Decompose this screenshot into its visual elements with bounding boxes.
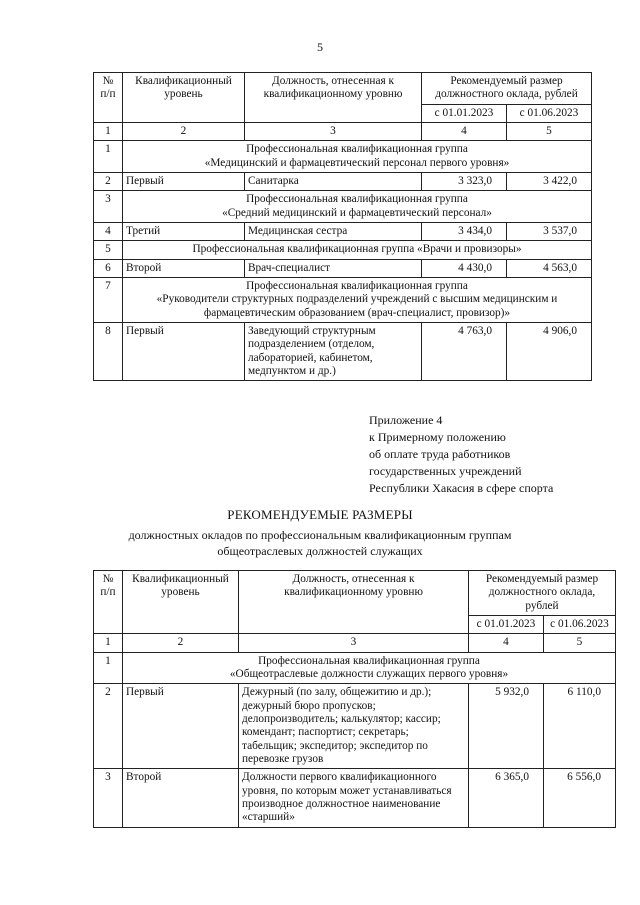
col-number: 4 <box>422 122 507 140</box>
header-position: Должность, отнесенная к квалификационному уровню <box>245 73 422 123</box>
row-num: 7 <box>94 277 123 322</box>
row-salary-1: 3 323,0 <box>422 172 507 190</box>
row-num: 2 <box>94 684 123 769</box>
header-date-1: с 01.01.2023 <box>422 104 507 122</box>
col-number: 2 <box>123 122 245 140</box>
subtitle-line: общеотраслевых должностей служащих <box>217 544 423 558</box>
header-date-2: с 01.06.2023 <box>544 615 616 633</box>
col-number: 3 <box>239 634 469 652</box>
group-title-line: «Медицинский и фармацевтический персонал первого уровня» <box>204 156 510 169</box>
header-date-1: с 01.01.2023 <box>469 615 544 633</box>
header-date-2: с 01.06.2023 <box>507 104 592 122</box>
col-number: 3 <box>245 122 422 140</box>
row-level: Первый <box>123 684 239 769</box>
subtitle-line: должностных окладов по профессиональным квалификационным группам <box>128 528 512 542</box>
row-num: 1 <box>94 652 123 684</box>
table-header-row <box>94 571 616 616</box>
row-position: Заведующий структурным подразделением (отделом, лабораторией, кабинетом, медпунктом и др.) <box>245 322 422 380</box>
header-salary: Рекомендуемый размер должностного оклада, рублей <box>469 571 616 616</box>
appendix-line: государственных учреждений <box>369 464 522 478</box>
col-number: 5 <box>507 122 592 140</box>
group-title-line: «Средний медицинский и фармацевтический персонал» <box>222 206 492 219</box>
row-salary-1: 6 365,0 <box>469 769 544 827</box>
group-title <box>123 277 592 322</box>
appendix-line: об оплате труда работников <box>369 447 511 461</box>
col-number: 1 <box>94 634 123 652</box>
header-num: № п/п <box>94 571 123 634</box>
row-position: Медицинская сестра <box>245 222 422 240</box>
group-title-line: «Общеотраслевые должности служащих первого уровня» <box>229 667 509 680</box>
row-level: Второй <box>123 769 239 827</box>
header-position: Должность, отнесенная к квалификационному уровню <box>239 571 469 634</box>
group-row <box>94 652 616 684</box>
header-level: Квалификационный уровень <box>123 73 245 123</box>
row-num: 5 <box>94 241 123 259</box>
row-salary-2: 6 110,0 <box>544 684 616 769</box>
table-row <box>94 769 616 827</box>
row-salary-1: 4 430,0 <box>422 259 507 277</box>
row-salary-2: 4 906,0 <box>507 322 592 380</box>
col-number: 5 <box>544 634 616 652</box>
row-num: 2 <box>94 172 123 190</box>
row-level: Третий <box>123 222 245 240</box>
row-num: 3 <box>94 191 123 223</box>
table-row <box>94 222 592 240</box>
row-salary-1: 5 932,0 <box>469 684 544 769</box>
row-position: Должности первого квалификационного уровня, по которым может устанавливаться производное должностное наименование «старший» <box>239 769 469 827</box>
header-num: № п/п <box>94 73 123 123</box>
row-level: Первый <box>123 172 245 190</box>
table-row <box>94 172 592 190</box>
col-number: 4 <box>469 634 544 652</box>
header-salary: Рекомендуемый размер должностного оклада, рублей <box>422 73 592 105</box>
row-salary-2: 3 422,0 <box>507 172 592 190</box>
group-title-line: Профессиональная квалификационная группа <box>246 279 468 292</box>
row-position: Дежурный (по залу, общежитию и др.); дежурный бюро пропусков; делопроизводитель; калькулятор; кассир; комендант; паспортист; секретарь; табельщик; экспедитор; экспедитор по перевозке грузов <box>239 684 469 769</box>
row-salary-2: 3 537,0 <box>507 222 592 240</box>
group-title <box>123 191 592 223</box>
row-salary-1: 4 763,0 <box>422 322 507 380</box>
row-salary-1: 3 434,0 <box>422 222 507 240</box>
salary-table-general <box>93 570 616 828</box>
group-title-line: Профессиональная квалификационная группа <box>258 654 480 667</box>
group-title-line: «Руководители структурных подразделений учреждений с высшим медицинским и фармацевтическим образованием (врач-специалист, провизор)» <box>156 293 558 319</box>
row-position: Санитарка <box>245 172 422 190</box>
table-header-row <box>94 73 592 105</box>
group-row <box>94 277 592 322</box>
row-level: Второй <box>123 259 245 277</box>
document-subtitle <box>0 527 640 559</box>
row-num: 1 <box>94 141 123 173</box>
appendix-line: Приложение 4 <box>369 413 443 427</box>
group-title <box>123 141 592 173</box>
page-number: 5 <box>317 40 323 54</box>
row-num: 8 <box>94 322 123 380</box>
group-title <box>123 241 592 259</box>
row-num: 4 <box>94 222 123 240</box>
document-title: РЕКОМЕНДУЕМЫЕ РАЗМЕРЫ <box>227 507 413 522</box>
group-title <box>123 652 616 684</box>
col-number: 2 <box>123 634 239 652</box>
table-row <box>94 322 592 380</box>
group-row <box>94 241 592 259</box>
row-num: 6 <box>94 259 123 277</box>
row-salary-2: 6 556,0 <box>544 769 616 827</box>
column-numbers-row <box>94 122 592 140</box>
group-title-line: Профессиональная квалификационная группа <box>246 143 468 156</box>
table-row <box>94 259 592 277</box>
appendix-line: к Примерному положению <box>369 430 506 444</box>
appendix-line: Республики Хакасия в сфере спорта <box>369 481 554 495</box>
group-title-line: Профессиональная квалификационная группа «Врачи и провизоры» <box>192 243 522 256</box>
group-title-line: Профессиональная квалификационная группа <box>246 193 468 206</box>
col-number: 1 <box>94 122 123 140</box>
group-row <box>94 191 592 223</box>
column-numbers-row <box>94 634 616 652</box>
salary-table-medical <box>93 72 592 381</box>
row-level: Первый <box>123 322 245 380</box>
table-row <box>94 684 616 769</box>
group-row <box>94 141 592 173</box>
appendix-reference <box>369 412 553 497</box>
header-level: Квалификационный уровень <box>123 571 239 634</box>
row-num: 3 <box>94 769 123 827</box>
row-position: Врач-специалист <box>245 259 422 277</box>
row-salary-2: 4 563,0 <box>507 259 592 277</box>
